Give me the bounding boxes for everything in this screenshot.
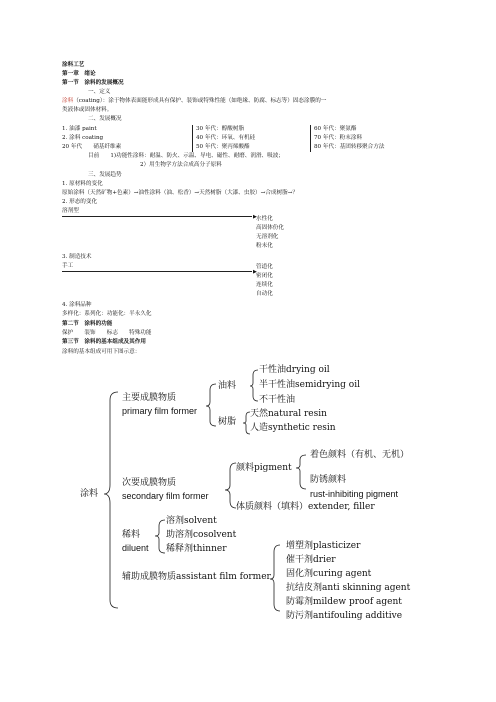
doc-title: 涂料工艺 (62, 62, 85, 68)
pigment-item-1: 着色颜料（有机、无机） (310, 450, 410, 460)
diluent-item-3: 稀释剂thinner (166, 544, 227, 554)
trend2-heading: 2. 形态的变化 (62, 199, 98, 205)
definition-term: 涂料 (62, 98, 74, 104)
trend1-text: 原始涂料（天然矿物+色素）→油性涂料（油、松香）→天然树脂（大漆、虫胶）→合成树脂→？ (62, 190, 298, 196)
resin-brace (243, 412, 250, 434)
trend2-item-3: 无溶剂化 (256, 234, 279, 240)
trend2-arrow-head: ▶ (253, 214, 257, 220)
diluent-item-1: 溶剂solvent (166, 516, 217, 526)
history-row-3-c: 80 年代：基团转移聚合方法 (314, 144, 385, 150)
secondary-en: secondary film former (122, 491, 209, 501)
trend4-text: 多样化：系列化：功能化：半永久化 (62, 311, 152, 317)
history-row-2-b: 40 年代：环氧、有机硅 (196, 135, 256, 141)
history-row-1-a: 1. 油漆 paint (62, 126, 97, 132)
diluent-brace (155, 520, 165, 553)
pigment-brace (296, 455, 306, 489)
sub-heading-trend: 三、发展趋势 (88, 172, 122, 178)
oil-item-3: 不干性油 (259, 395, 296, 405)
primary-en: primary film former (122, 406, 198, 416)
trend3-item-1: 管道化 (256, 264, 273, 270)
resin-label: 树脂 (218, 417, 237, 427)
purpose-line-1: 目前 1)功能性涂料：耐温、防火、示温、导电、磁性、耐磨、润滑、吸波； (88, 153, 284, 159)
section2-heading: 第二节 涂料的功能 (62, 321, 113, 327)
assistant-brace (270, 545, 280, 611)
definition-line-2: 类液体或固体材料。 (62, 107, 113, 113)
oil-item-1: 干性油drying oil (259, 365, 330, 375)
oil-item-2: 半干性油semidrying oil (259, 380, 360, 390)
diluent-item-2: 助溶剂cosolvent (166, 530, 237, 540)
trend3-item-3: 连续化 (256, 282, 273, 288)
history-row-2-c: 70 年代：粉末涂料 (314, 135, 363, 141)
section3-heading: 第三节 涂料的基本组成及其作用 (62, 339, 146, 345)
history-row-2-a: 2. 涂料 coating (62, 135, 104, 141)
trend2-item-4: 粉末化 (256, 243, 273, 249)
trend3-item-4: 自动化 (256, 291, 273, 297)
oil-label: 油料 (218, 381, 237, 391)
trend2-item-2: 高固体份化 (256, 225, 284, 231)
section1-heading: 第一节 涂料的发展概况 (62, 80, 124, 86)
assistant-label: 辅助成膜物质assistant film former (122, 572, 271, 582)
secondary-cn: 次要成膜物质 (122, 478, 177, 488)
definition-text: （coating）：涂于物体表面能形成具有保护、装饰或特殊性能（如绝缘、防腐、标志等）固态涂膜的一 (73, 98, 327, 104)
history-row-3-a: 20 年代 硝基纤维素 (62, 144, 122, 150)
diluent-cn: 稀料 (122, 530, 141, 540)
assistant-item-3: 固化剂curing agent (286, 569, 372, 579)
trend2-item-1: 水性化 (256, 216, 273, 222)
trend2-left: 溶剂型 (62, 208, 79, 214)
purpose-line-2: 2）用生物学方法合成高分子原料 (140, 162, 222, 168)
extender-label: 体质颜料（填料）extender, filler (236, 502, 375, 512)
sub-heading-definition: 一、定义 (88, 89, 111, 95)
trend3-item-2: 密闭化 (256, 273, 273, 279)
trend3-arrow-head: ▶ (253, 269, 257, 275)
primary-brace (206, 384, 216, 426)
assistant-item-1: 增塑剂plasticizer (286, 541, 361, 551)
oil-brace (250, 370, 258, 401)
assistant-item-2: 催干剂drier (286, 555, 336, 565)
root-brace (104, 392, 118, 608)
assistant-item-5: 防霉剂mildew proof agent (286, 597, 402, 607)
chapter-heading: 第一章 绪论 (62, 71, 96, 77)
composition-intro: 涂料的基本组成可用下图示意： (62, 349, 141, 355)
pigment-label: 颜料pigment (236, 463, 292, 473)
history-row-1-c: 60 年代：聚氨酯 (314, 126, 357, 132)
history-row-3-b: 50 年代：聚丙烯酸酯 (196, 144, 250, 150)
assistant-item-4: 抗结皮剂anti skinning agent (286, 583, 411, 593)
assistant-item-6: 防污剂antifouling additive (286, 611, 403, 621)
primary-cn: 主要成膜物质 (122, 393, 177, 403)
diluent-en: diluent (122, 543, 149, 553)
sub-heading-history: 二、发展概况 (88, 116, 122, 122)
resin-item-1: 天然natural resin (250, 409, 327, 419)
trend1-heading: 1. 原材料的变化 (62, 181, 103, 187)
secondary-brace (225, 463, 236, 508)
trend3-heading: 3. 制造技术 (62, 254, 92, 260)
resin-item-2: 人造synthetic resin (250, 423, 336, 433)
function-text: 保护 装饰 标志 特殊功能 (62, 330, 152, 336)
trend3-left: 手工 (62, 263, 74, 269)
tree-root: 涂料 (80, 489, 99, 499)
trend4-heading: 4. 涂料品种 (62, 302, 92, 308)
pigment-item-3: rust-inhibiting pigment (310, 489, 399, 499)
history-row-1-b: 30 年代：醇酸树脂 (196, 126, 245, 132)
pigment-item-2: 防锈颜料 (310, 475, 347, 485)
